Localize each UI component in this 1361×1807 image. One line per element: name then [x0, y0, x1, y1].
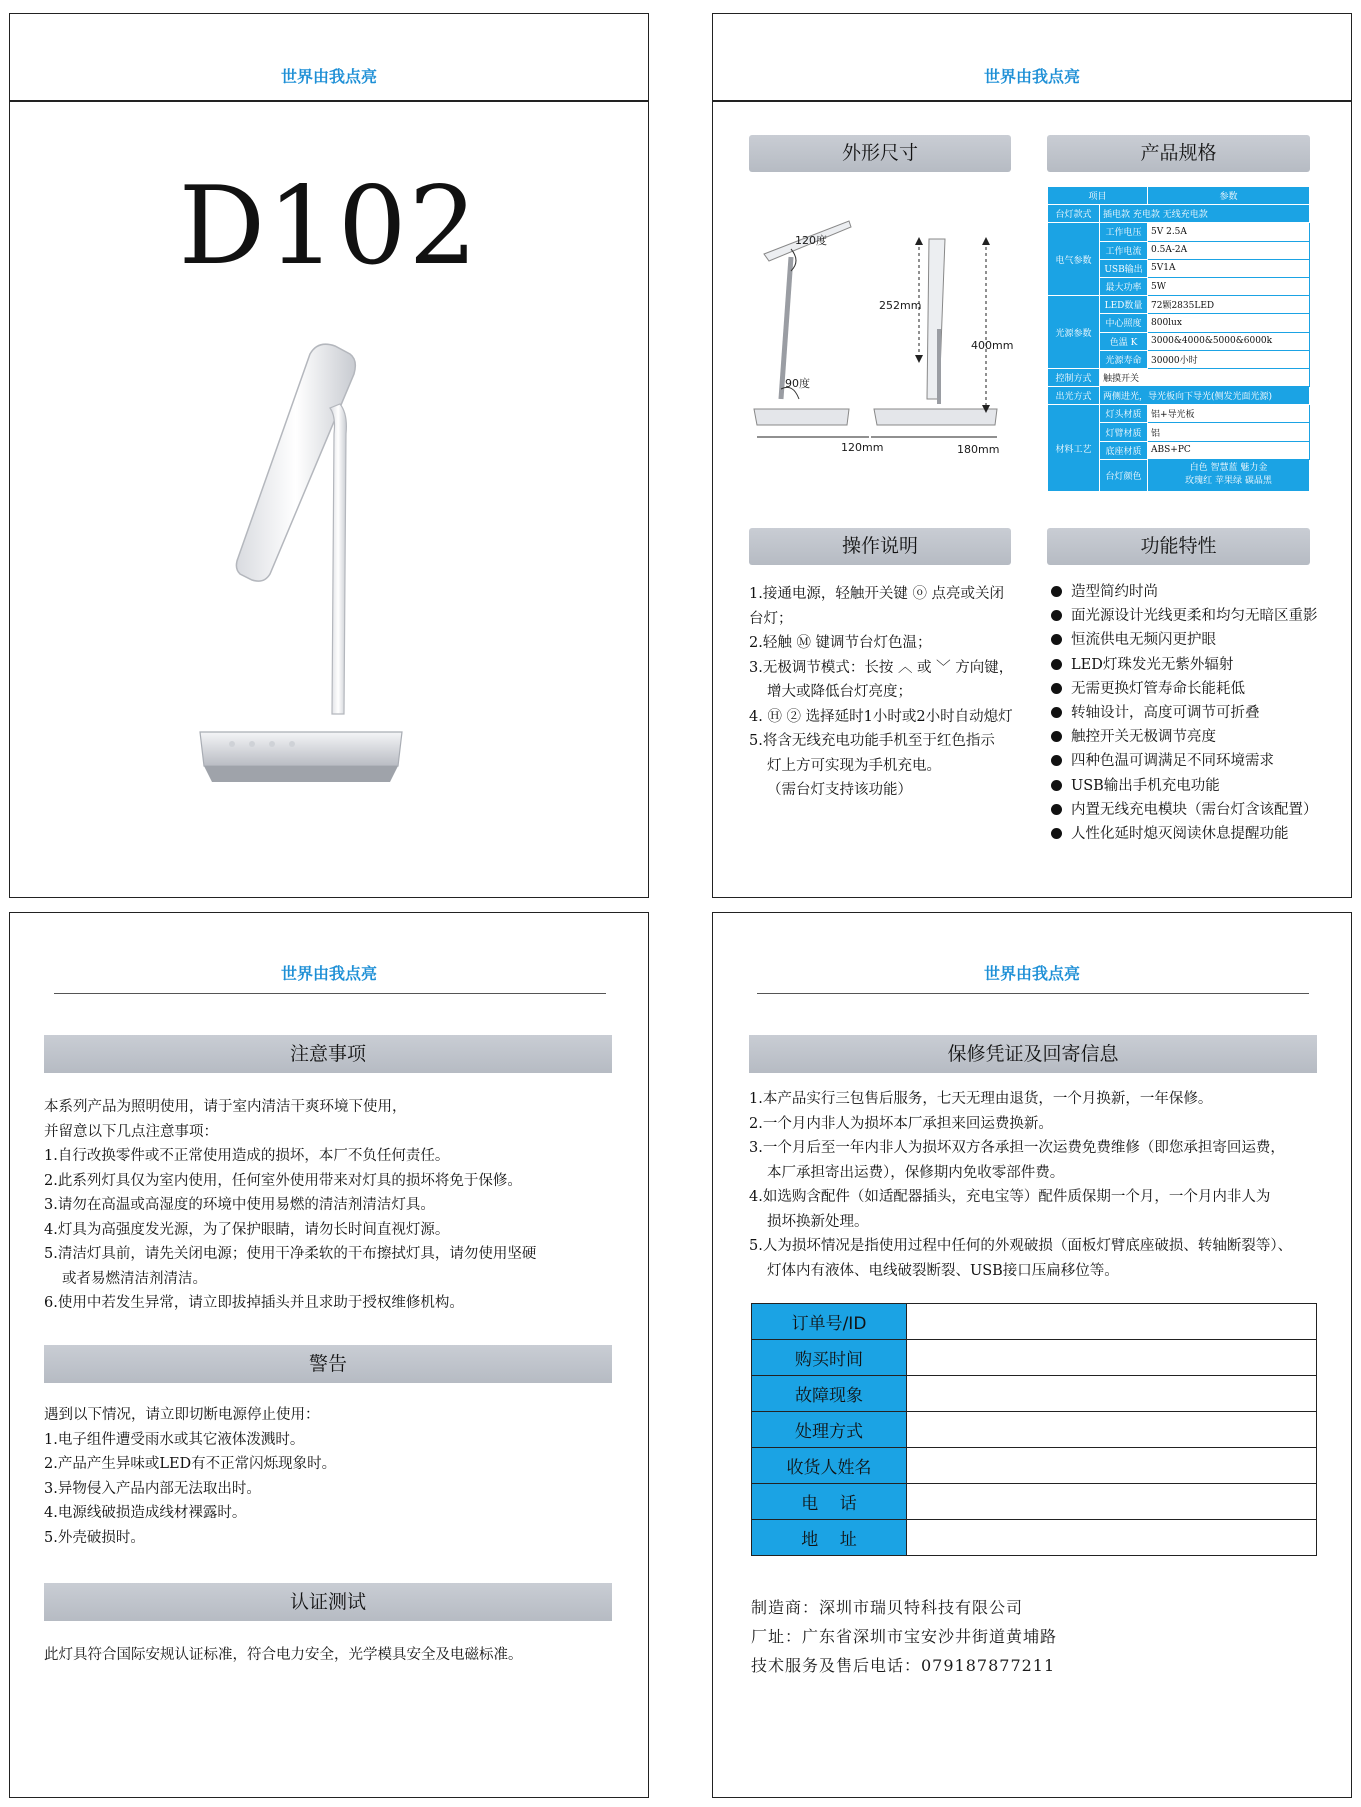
list-item: 2.一个月内非人为损坏本厂承担来回运费换新。 — [749, 1115, 1053, 1132]
spec-value: 触摸开关 — [1100, 368, 1310, 386]
order-id-field[interactable] — [907, 1304, 1317, 1340]
spec-value: 800lux — [1148, 314, 1310, 332]
bullet-icon — [1051, 707, 1062, 718]
spec-value: 铝+导光板 — [1148, 405, 1310, 423]
spec-key: 底座材质 — [1100, 441, 1148, 459]
spec-key: USB输出 — [1100, 259, 1148, 277]
form-row — [752, 1520, 1317, 1556]
spec-key: 台灯颜色 — [1100, 459, 1148, 491]
spec-label: 台灯款式 — [1048, 205, 1100, 223]
spec-value: 72颗2835LED — [1148, 296, 1310, 314]
spec-group-label: 电气参数 — [1048, 223, 1100, 296]
list-item: 人性化延时熄灭阅读休息提醒功能 — [1051, 822, 1318, 846]
list-item: 3.请勿在高温或高湿度的环境中使用易燃的清洁剂清洁灯具。 — [44, 1197, 435, 1213]
dimension-drawing — [749, 199, 1014, 479]
spec-header-row — [1048, 187, 1310, 205]
form-row — [752, 1448, 1317, 1484]
list-item: 恒流供电无频闪更护眼 — [1051, 628, 1318, 652]
form-row — [752, 1304, 1317, 1340]
list-item: （需台灯支持该功能） — [767, 782, 912, 798]
list-item: 灯体内有液体、电线破裂断裂、USB接口压扁移位等。 — [767, 1262, 1119, 1279]
recipient-name-field[interactable] — [907, 1448, 1317, 1484]
spec-header-param: 参数 — [1148, 187, 1310, 205]
list-item: 面光源设计光线更柔和均匀无暗区重影 — [1051, 604, 1318, 628]
section-certification: 认证测试 — [44, 1583, 612, 1621]
list-item: 2.轻触 Ⓜ 键调节台灯色温； — [749, 635, 932, 651]
list-item: 1.自行改换零件或不正常使用造成的损坏，本厂不负任何责任。 — [44, 1148, 450, 1164]
form-row — [752, 1340, 1317, 1376]
spec-value: 5V1A — [1148, 259, 1310, 277]
spec-label: 出光方式 — [1048, 387, 1100, 405]
model-title: D102 — [178, 164, 480, 289]
bullet-icon — [1051, 586, 1062, 597]
spec-color-line: 白色 智慧蓝 魅力金 — [1189, 463, 1268, 474]
spec-group-label: 光源参数 — [1048, 296, 1100, 369]
spec-value: 插电款 充电款 无线充电款 — [1100, 205, 1310, 223]
base-length-label: 180mm — [957, 443, 1000, 456]
bullet-icon — [1051, 780, 1062, 791]
form-label: 处理方式 — [752, 1412, 907, 1448]
spec-header-item: 项目 — [1048, 187, 1148, 205]
list-item: 3.异物侵入产品内部无法取出时。 — [44, 1480, 261, 1497]
service-phone: 技术服务及售后电话：079187877211 — [751, 1656, 1056, 1675]
bullet-icon — [1051, 804, 1062, 815]
spec-label: 控制方式 — [1048, 368, 1100, 386]
list-item: 4. Ⓗ ② 选择延时1小时或2小时自动熄灯 — [749, 708, 1013, 725]
handling-field[interactable] — [907, 1412, 1317, 1448]
section-operation: 操作说明 — [749, 528, 1011, 565]
brand-slogan: 世界由我点亮 — [280, 67, 377, 86]
brand-slogan: 世界由我点亮 — [983, 964, 1080, 983]
form-label: 购买时间 — [752, 1340, 907, 1376]
purchase-date-field[interactable] — [907, 1340, 1317, 1376]
list-item: 增大或降低台灯亮度； — [767, 684, 912, 700]
spec-key: 最大功率 — [1100, 277, 1148, 295]
address-field[interactable] — [907, 1520, 1317, 1556]
return-info-form — [751, 1303, 1317, 1556]
spec-key: 灯臂材质 — [1100, 423, 1148, 441]
list-item: 1.接通电源，轻触开关键 ⓞ 点亮或关闭 — [749, 586, 1005, 602]
list-item: 灯上方可实现为手机充电。 — [767, 757, 941, 774]
list-item: 4.如选购含配件（如适配器插头，充电宝等）配件质保期一个月，一个月内非人为 — [749, 1189, 1271, 1205]
brand-slogan: 世界由我点亮 — [983, 67, 1080, 86]
bullet-icon — [1051, 610, 1062, 621]
spec-key: 工作电压 — [1100, 223, 1148, 241]
arm-length-label: 252mm — [879, 299, 922, 312]
list-item: 本厂承担寄出运费），保修期内免收零部件费。 — [767, 1164, 1065, 1181]
warranty-list — [749, 1087, 1292, 1283]
list-item: 2.产品产生异味或LED有不正常闪烁现象时。 — [44, 1456, 337, 1472]
page-notices — [9, 912, 649, 1798]
section-features: 功能特性 — [1047, 528, 1310, 565]
spec-value: 3000&4000&5000&6000k — [1148, 332, 1310, 350]
list-item: 5.清洁灯具前，请先关闭电源；使用干净柔软的干布擦拭灯具，请勿使用坚硬 — [44, 1246, 537, 1262]
spec-value: 5W — [1148, 277, 1310, 295]
spec-key: 灯头材质 — [1100, 405, 1148, 423]
list-item: 6.使用中若发生异常，请立即拔掉插头并且求助于授权维修机构。 — [44, 1295, 464, 1311]
manufacturer-name: 制造商：深圳市瑞贝特科技有限公司 — [751, 1598, 1024, 1617]
list-item: 内置无线充电模块（需台灯含该配置） — [1051, 798, 1318, 822]
phone-field[interactable] — [907, 1484, 1317, 1520]
spec-key: 工作电流 — [1100, 241, 1148, 259]
bullet-icon — [1051, 755, 1062, 766]
page-cover — [9, 13, 649, 898]
warning-list — [44, 1403, 336, 1550]
list-item: 此灯具符合国际安规认证标准，符合电力安全，光学模具安全及电磁标准。 — [44, 1647, 523, 1663]
fault-field[interactable] — [907, 1376, 1317, 1412]
form-label: 故障现象 — [752, 1376, 907, 1412]
spec-table — [1047, 186, 1310, 492]
section-spec: 产品规格 — [1047, 135, 1310, 172]
header-rule — [757, 993, 1309, 994]
list-item: 5.外壳破损时。 — [44, 1529, 145, 1546]
spec-value: 5V 2.5A — [1148, 223, 1310, 241]
list-item: 1.电子组件遭受雨水或其它液体泼溅时。 — [44, 1431, 305, 1448]
bullet-icon — [1051, 683, 1062, 694]
spec-key: LED数量 — [1100, 296, 1148, 314]
spec-value: 0.5A-2A — [1148, 241, 1310, 259]
list-item: LED灯珠发光无紫外辐射 — [1051, 653, 1318, 677]
section-warning: 警告 — [44, 1345, 612, 1383]
section-warranty: 保修凭证及回寄信息 — [749, 1035, 1317, 1073]
form-row — [752, 1484, 1317, 1520]
header-rule — [10, 100, 648, 102]
features-list — [1051, 580, 1318, 846]
bullet-icon — [1051, 828, 1062, 839]
factory-address: 厂址：广东省深圳市宝安沙井街道黄埔路 — [751, 1627, 1058, 1646]
spec-value: 30000小时 — [1148, 350, 1310, 368]
bullet-icon — [1051, 731, 1062, 742]
list-item: 或者易燃清洁剂清洁。 — [62, 1270, 207, 1287]
form-row — [752, 1412, 1317, 1448]
list-item: 转轴设计，高度可调节可折叠 — [1051, 701, 1318, 725]
angle-top-label: 120度 — [795, 234, 827, 247]
header-rule — [54, 993, 606, 994]
list-item: 造型简约时尚 — [1051, 580, 1318, 604]
spec-color-line: 玫瑰红 苹果绿 碳晶黑 — [1185, 476, 1272, 487]
notice-list — [44, 1095, 536, 1316]
section-dimensions: 外形尺寸 — [749, 135, 1011, 172]
operation-list — [749, 582, 1013, 803]
list-item: 并留意以下几点注意事项： — [44, 1123, 218, 1140]
list-item: 3.无极调节模式：长按 ︿ 或 ﹀ 方向键， — [749, 659, 1014, 676]
spec-key: 色温 K — [1100, 332, 1148, 350]
list-item: 遇到以下情况，请立即切断电源停止使用： — [44, 1407, 320, 1423]
certification-text — [44, 1643, 523, 1668]
spec-value: 铝 — [1148, 423, 1310, 441]
form-label: 电 话 — [752, 1484, 907, 1520]
list-item: 台灯； — [749, 610, 793, 627]
list-item: 1.本产品实行三包售后服务，七天无理由退货，一个月换新，一年保修。 — [749, 1091, 1213, 1107]
list-item: 本系列产品为照明使用，请于室内清洁干爽环境下使用， — [44, 1099, 407, 1115]
list-item: 5.将含无线充电功能手机至于红色指示 — [749, 733, 995, 749]
list-item: 4.灯具为高强度发光源，为了保护眼睛，请勿长时间直视灯源。 — [44, 1221, 450, 1238]
list-item: 2.此系列灯具仅为室内使用，任何室外使用带来对灯具的损坏将免于保修。 — [44, 1172, 522, 1189]
spec-key: 光源寿命 — [1100, 350, 1148, 368]
form-row — [752, 1376, 1317, 1412]
form-label: 收货人姓名 — [752, 1448, 907, 1484]
angle-bottom-label: 90度 — [785, 377, 810, 390]
form-label: 订单号/ID — [752, 1304, 907, 1340]
bullet-icon — [1051, 659, 1062, 670]
bullet-icon — [1051, 634, 1062, 645]
spec-key: 中心照度 — [1100, 314, 1148, 332]
base-width-label: 120mm — [841, 441, 884, 454]
section-notice: 注意事项 — [44, 1035, 612, 1073]
spec-group-label: 材料工艺 — [1048, 405, 1100, 492]
list-item: 四种色温可调满足不同环境需求 — [1051, 749, 1318, 773]
header-rule — [713, 100, 1351, 102]
page-warranty — [712, 912, 1352, 1798]
brand-slogan: 世界由我点亮 — [280, 964, 377, 983]
list-item: 无需更换灯管寿命长能耗低 — [1051, 677, 1318, 701]
spec-value: 两侧进光，导光板向下导光(侧发光面光源) — [1100, 387, 1310, 405]
height-label: 400mm — [971, 339, 1014, 352]
list-item: 5.人为损坏情况是指使用过程中任何的外观破损（面板灯臂底座破损、转轴断裂等）、 — [749, 1238, 1293, 1254]
list-item: 3.一个月后至一年内非人为损坏双方各承担一次运费免费维修（即您承担寄回运费， — [749, 1140, 1285, 1156]
page-specs — [712, 13, 1352, 898]
form-label: 地 址 — [752, 1520, 907, 1556]
lamp-illustration — [190, 334, 470, 854]
list-item: 损坏换新处理。 — [767, 1213, 869, 1230]
list-item: USB输出手机充电功能 — [1051, 774, 1318, 798]
list-item: 4.电源线破损造成线材裸露时。 — [44, 1505, 247, 1521]
spec-value: ABS+PC — [1148, 441, 1310, 459]
list-item: 触控开关无极调节亮度 — [1051, 725, 1318, 749]
manufacturer-info — [751, 1593, 1057, 1680]
